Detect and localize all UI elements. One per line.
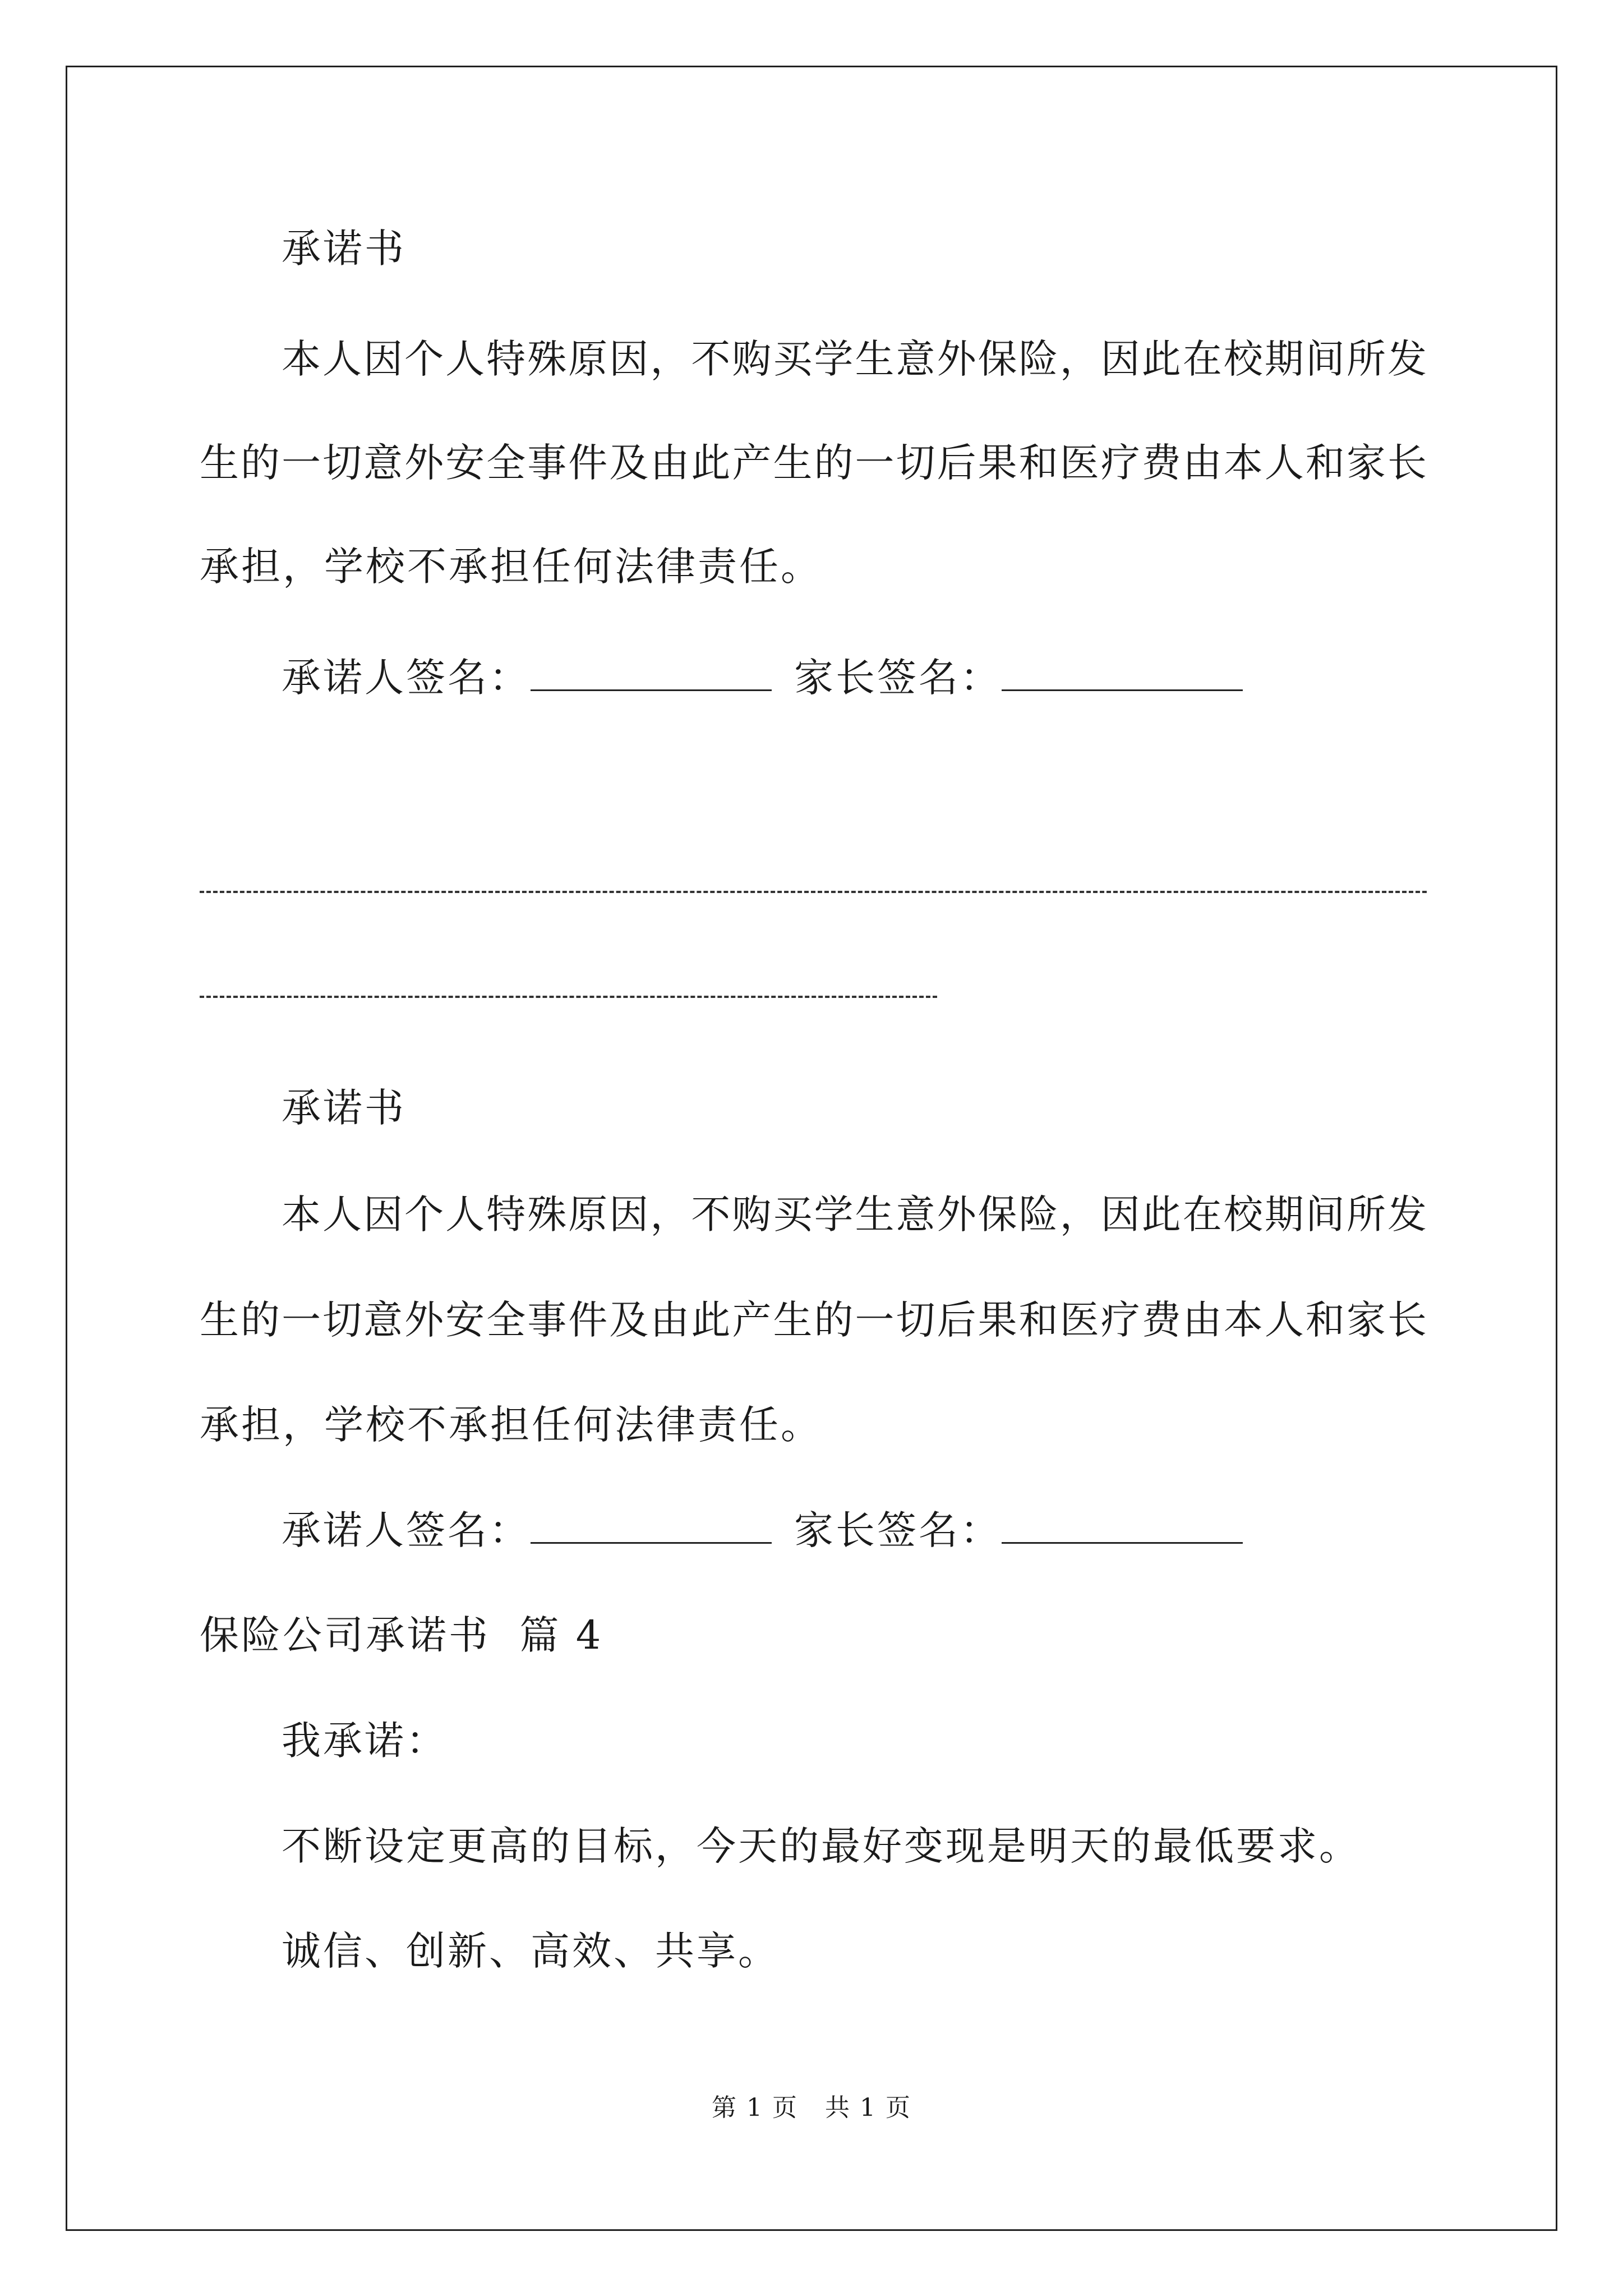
signer-signature-blank[interactable] (531, 656, 772, 691)
parent-signature-blank[interactable] (1002, 1508, 1243, 1544)
separator-line-1 (200, 891, 1427, 893)
section3-item1: 不断设定更高的目标，今天的最好变现是明天的最低要求。 (282, 1823, 1361, 1869)
parent-label: 家长签名： (794, 655, 1002, 701)
signer-signature-blank[interactable] (531, 1508, 772, 1544)
section1-title: 承诺书 (282, 226, 406, 272)
section2-title: 承诺书 (282, 1085, 406, 1131)
page-border (66, 66, 1557, 2231)
separator-line-2 (200, 996, 937, 998)
section2-paragraph-line3: 承担，学校不承担任何法律责任。 (200, 1402, 822, 1448)
section2-paragraph-line1: 本人因个人特殊原因，不购买学生意外保险，因此在校期间所发 (282, 1191, 1427, 1237)
section3-item2: 诚信、创新、高效、共享。 (282, 1928, 780, 1974)
section3-heading: 保险公司承诺书 篇 4 (200, 1612, 603, 1658)
page-footer: 第 1 页 共 1 页 (712, 2093, 911, 2122)
parent-label: 家长签名： (794, 1507, 1002, 1553)
signer-label: 承诺人签名： (282, 1507, 531, 1553)
signer-label: 承诺人签名： (282, 655, 531, 701)
section1-signature-row (282, 652, 1248, 703)
section1-paragraph-line2: 生的一切意外安全事件及由此产生的一切后果和医疗费由本人和家长 (200, 440, 1427, 486)
section1-paragraph-line3: 承担，学校不承担任何法律责任。 (200, 544, 822, 590)
section1-paragraph-line1: 本人因个人特殊原因，不购买学生意外保险，因此在校期间所发 (282, 336, 1427, 382)
parent-signature-blank[interactable] (1002, 656, 1243, 691)
section2-signature-row (282, 1505, 1248, 1556)
section3-intro: 我承诺： (282, 1718, 448, 1764)
section2-paragraph-line2: 生的一切意外安全事件及由此产生的一切后果和医疗费由本人和家长 (200, 1297, 1427, 1343)
